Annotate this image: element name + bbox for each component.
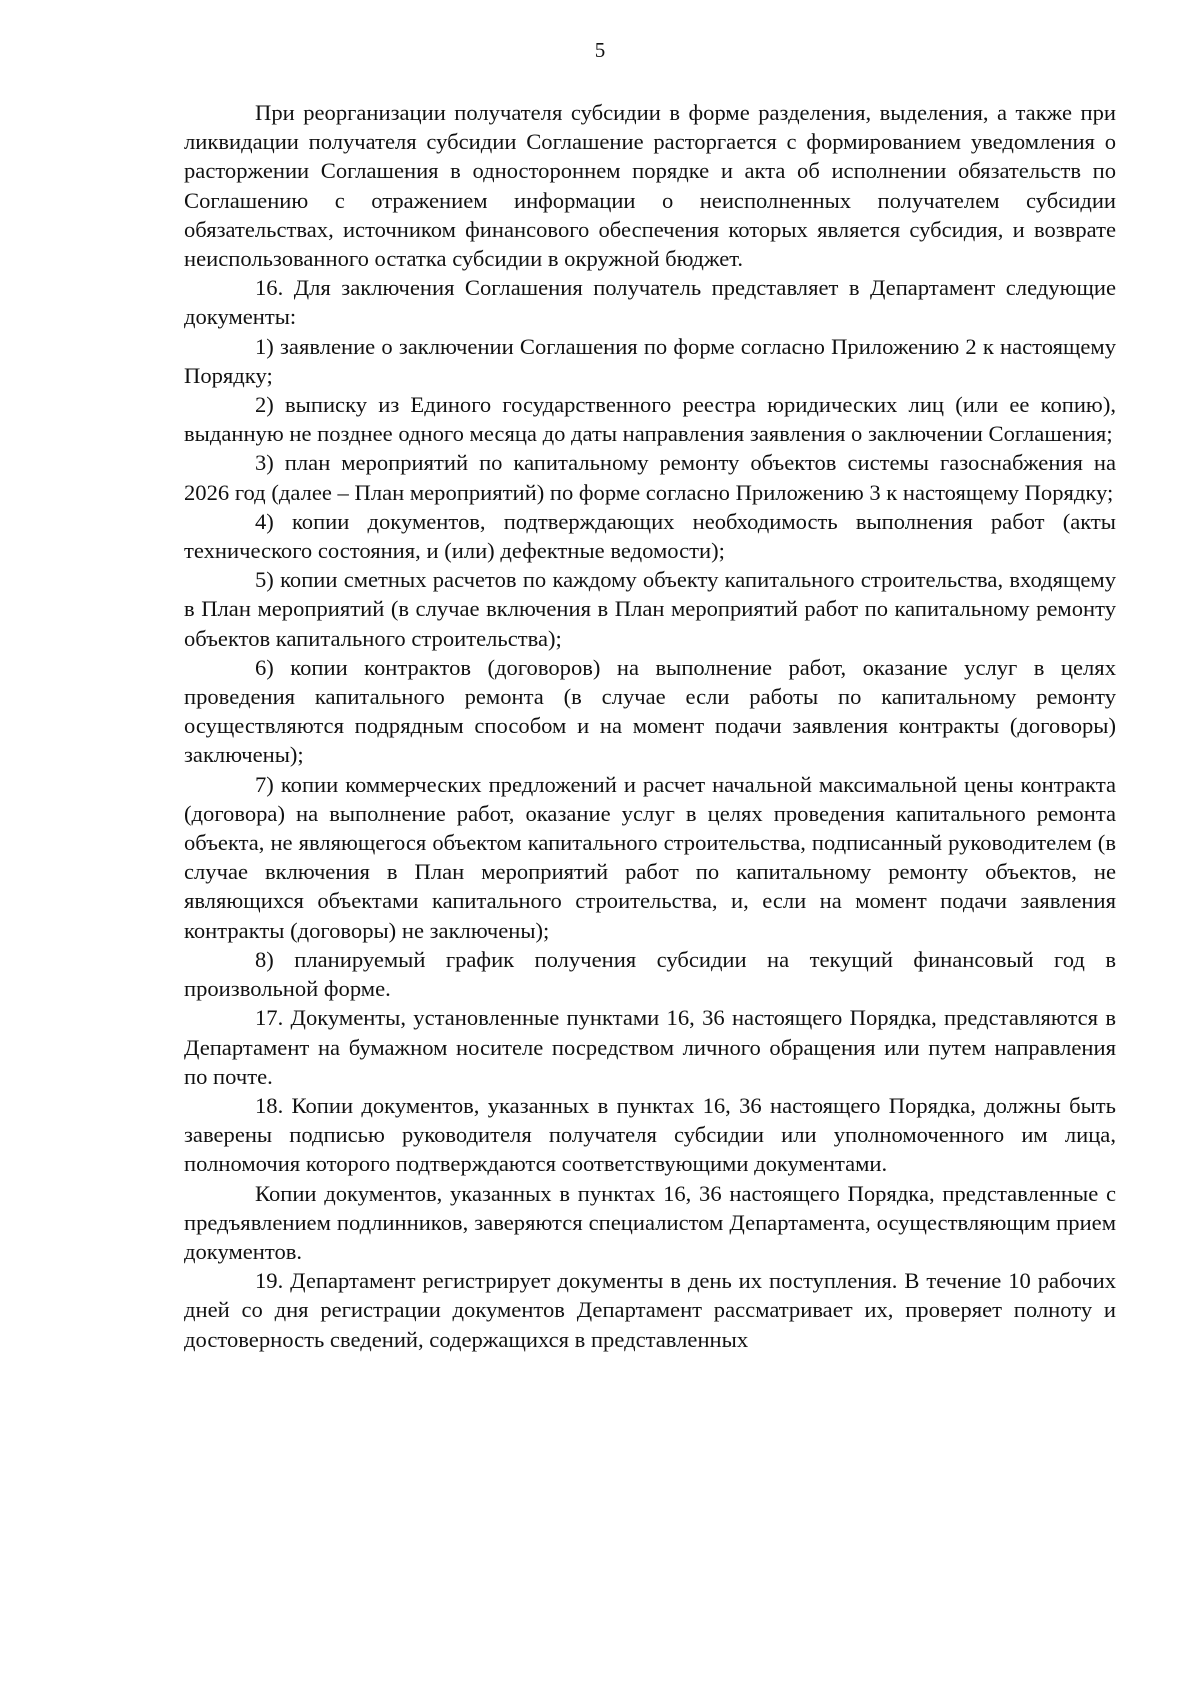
list-item-16-7: 7) копии коммерческих предложений и расчет начальной максимальной цены контракта (договора) на выполнение работ, оказание услуг в целях проведения капитального ремонта объекта, не являющегося объектом капитального строительства, подписанный руководителем (в случае включения в План мероприятий работ по капитальному ремонту объектов, не являющихся объектами капитального строительства, и, если на момент подачи заявления контракты (договоры) не заключены); (184, 771, 1116, 943)
list-item-16-1: 1) заявление о заключении Соглашения по форме согласно Приложению 2 к настоящему Порядку; (184, 333, 1116, 388)
paragraph-18-copies: Копии документов, указанных в пунктах 16, 36 настоящего Порядка, представленные с предъявлением подлинников, заверяются специалистом Департамента, осуществляющим прием документов. (184, 1180, 1116, 1264)
paragraph-reorganization: При реорганизации получателя субсидии в форме разделения, выделения, а также при ликвидации получателя субсидии Соглашение расторгается с формированием уведомления о расторжении Соглашения в одностороннем порядке и акта об исполнении обязательств по Соглашению с отражением информации о неисполненных получателем субсидии обязательствах, источником финансового обеспечения которых является субсидия, и возврате неиспользованного остатка субсидии в окружной бюджет. (184, 100, 1116, 272)
list-item-16-2: 2) выписку из Единого государственного реестра юридических лиц (или ее копию), выданную не позднее одного месяца до даты направления заявления о заключении Соглашения; (184, 392, 1116, 447)
document-body (184, 98, 1116, 1354)
paragraph-16: 16. Для заключения Соглашения получатель представляет в Департамент следующие документы: (184, 275, 1116, 330)
list-item-16-6: 6) копии контрактов (договоров) на выполнение работ, оказание услуг в целях проведения капитального ремонта (в случае если работы по капитальному ремонту осуществляются подрядным способом и на момент подачи заявления контракты (договоры) заключены); (184, 654, 1116, 768)
page-number: 5 (594, 38, 606, 62)
paragraph-18: 18. Копии документов, указанных в пунктах 16, 36 настоящего Порядка, должны быть заверены подписью руководителя получателя субсидии или уполномоченного им лица, полномочия которого подтверждаются соответствующими документами. (184, 1092, 1116, 1177)
list-item-16-8: 8) планируемый график получения субсидии на текущий финансовый год в произвольной форме. (184, 946, 1116, 1002)
paragraph-17: 17. Документы, установленные пунктами 16, 36 настоящего Порядка, представляются в Департамент на бумажном носителе посредством личного обращения или путем направления по почте. (184, 1005, 1116, 1089)
list-item-16-5: 5) копии сметных расчетов по каждому объекту капитального строительства, входящему в План мероприятий (в случае включения в План мероприятий работ по капитальному ремонту объектов капитального строительства); (184, 567, 1116, 651)
list-item-16-4: 4) копии документов, подтверждающих необходимость выполнения работ (акты технического состояния, и (или) дефектные ведомости); (184, 508, 1116, 564)
list-item-16-3: 3) план мероприятий по капитальному ремонту объектов системы газоснабжения на 2026 год (далее – План мероприятий) по форме согласно Приложению 3 к настоящему Порядку; (184, 450, 1116, 505)
paragraph-19: 19. Департамент регистрирует документы в день их поступления. В течение 10 рабочих дней со дня регистрации документов Департамент рассматривает их, проверяет полноту и достоверность сведений, содержащихся в представленных (184, 1268, 1116, 1352)
